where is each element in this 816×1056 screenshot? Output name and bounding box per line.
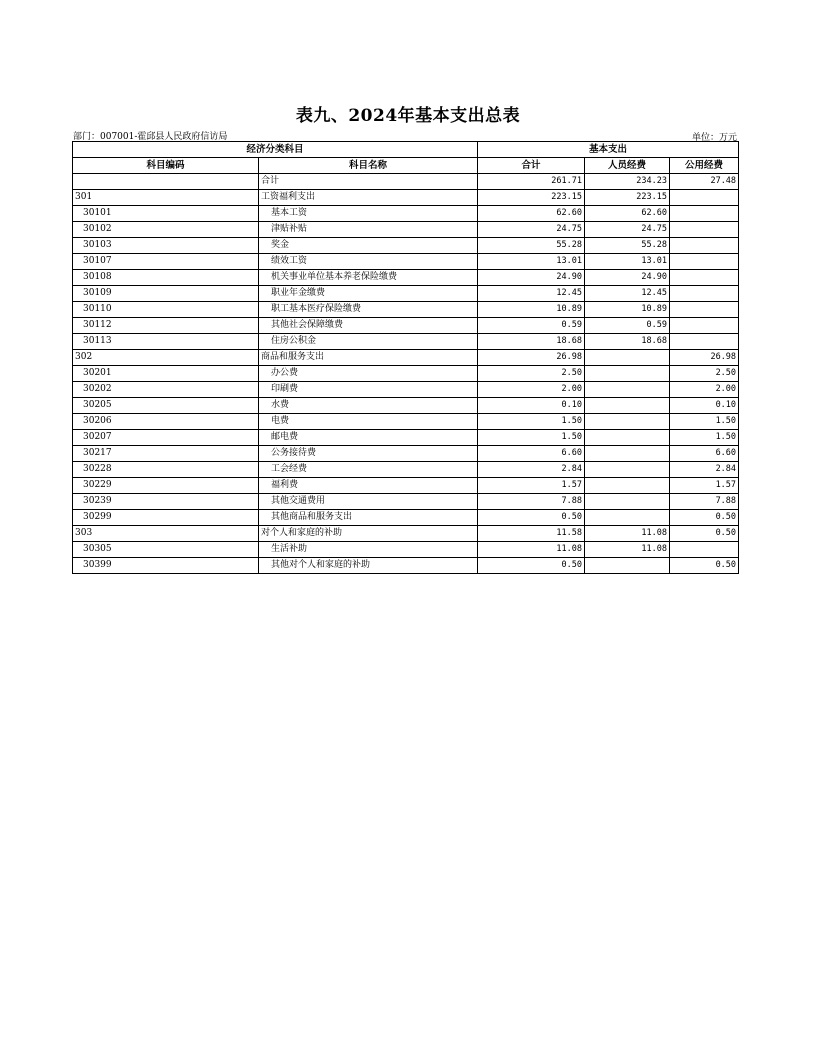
table-row (73, 510, 739, 526)
table-row (73, 414, 739, 430)
cell-code: 30205 (73, 398, 259, 414)
unit-label: 单位：万元 (691, 133, 737, 143)
cell-code: 30201 (73, 366, 259, 382)
cell-name: 对个人和家庭的补助 (259, 526, 478, 542)
cell-public: 0.50 (670, 510, 739, 526)
table-row (73, 366, 739, 382)
table-body (73, 174, 739, 574)
header-public: 公用经费 (670, 158, 739, 174)
table-row (73, 318, 739, 334)
cell-personnel (585, 462, 670, 478)
header-basic-expenditure: 基本支出 (478, 142, 739, 158)
cell-personnel: 11.08 (585, 526, 670, 542)
cell-total: 2.50 (478, 366, 585, 382)
cell-code: 30202 (73, 382, 259, 398)
table-row (73, 526, 739, 542)
table-row (73, 462, 739, 478)
cell-public (670, 190, 739, 206)
cell-total: 26.98 (478, 350, 585, 366)
cell-name: 生活补助 (259, 542, 478, 558)
cell-name: 水费 (259, 398, 478, 414)
cell-code (73, 174, 259, 190)
table-row (73, 542, 739, 558)
table-row (73, 558, 739, 574)
cell-name: 职业年金缴费 (259, 286, 478, 302)
table-row (73, 190, 739, 206)
cell-public (670, 318, 739, 334)
cell-public (670, 254, 739, 270)
cell-total: 2.84 (478, 462, 585, 478)
table-row (73, 286, 739, 302)
cell-code: 30207 (73, 430, 259, 446)
cell-name: 其他对个人和家庭的补助 (259, 558, 478, 574)
cell-personnel (585, 366, 670, 382)
table-row (73, 254, 739, 270)
cell-public (670, 238, 739, 254)
cell-name: 办公费 (259, 366, 478, 382)
cell-public (670, 302, 739, 318)
cell-public (670, 542, 739, 558)
table-row (73, 398, 739, 414)
cell-code: 30299 (73, 510, 259, 526)
cell-public: 2.50 (670, 366, 739, 382)
cell-personnel: 18.68 (585, 334, 670, 350)
cell-total: 2.00 (478, 382, 585, 398)
cell-code: 30102 (73, 222, 259, 238)
header-column-row (73, 158, 739, 174)
cell-public (670, 286, 739, 302)
cell-personnel: 13.01 (585, 254, 670, 270)
cell-public: 26.98 (670, 350, 739, 366)
cell-total: 10.89 (478, 302, 585, 318)
cell-total: 7.88 (478, 494, 585, 510)
cell-total: 12.45 (478, 286, 585, 302)
cell-name: 福利费 (259, 478, 478, 494)
cell-public: 1.50 (670, 414, 739, 430)
cell-name: 商品和服务支出 (259, 350, 478, 366)
cell-total: 18.68 (478, 334, 585, 350)
cell-code: 30229 (73, 478, 259, 494)
cell-name: 工资福利支出 (259, 190, 478, 206)
cell-total: 62.60 (478, 206, 585, 222)
table-row (73, 382, 739, 398)
cell-total: 0.59 (478, 318, 585, 334)
cell-name: 住房公积金 (259, 334, 478, 350)
cell-personnel: 234.23 (585, 174, 670, 190)
cell-code: 302 (73, 350, 259, 366)
cell-public (670, 222, 739, 238)
cell-public: 6.60 (670, 446, 739, 462)
cell-personnel: 0.59 (585, 318, 670, 334)
cell-total: 6.60 (478, 446, 585, 462)
cell-total: 223.15 (478, 190, 585, 206)
cell-code: 30110 (73, 302, 259, 318)
cell-public: 2.84 (670, 462, 739, 478)
cell-code: 30228 (73, 462, 259, 478)
cell-name: 其他交通费用 (259, 494, 478, 510)
table-row (73, 174, 739, 190)
cell-personnel: 223.15 (585, 190, 670, 206)
table-row (73, 302, 739, 318)
cell-personnel (585, 446, 670, 462)
table-row (73, 494, 739, 510)
table-row (73, 334, 739, 350)
cell-name: 职工基本医疗保险缴费 (259, 302, 478, 318)
cell-name: 其他商品和服务支出 (259, 510, 478, 526)
cell-code: 30108 (73, 270, 259, 286)
header-group-row (73, 142, 739, 158)
cell-code: 30101 (73, 206, 259, 222)
cell-public: 0.50 (670, 558, 739, 574)
cell-name: 奖金 (259, 238, 478, 254)
header-economic-category: 经济分类科目 (73, 142, 478, 158)
cell-personnel (585, 382, 670, 398)
cell-public (670, 334, 739, 350)
cell-total: 0.50 (478, 510, 585, 526)
cell-name: 公务接待费 (259, 446, 478, 462)
cell-total: 13.01 (478, 254, 585, 270)
cell-name: 邮电费 (259, 430, 478, 446)
cell-code: 30206 (73, 414, 259, 430)
cell-personnel (585, 398, 670, 414)
cell-code: 30217 (73, 446, 259, 462)
table-row (73, 478, 739, 494)
cell-code: 30305 (73, 542, 259, 558)
cell-code: 30239 (73, 494, 259, 510)
cell-personnel: 55.28 (585, 238, 670, 254)
cell-public: 27.48 (670, 174, 739, 190)
cell-personnel (585, 350, 670, 366)
cell-total: 24.90 (478, 270, 585, 286)
cell-personnel (585, 430, 670, 446)
cell-code: 30109 (73, 286, 259, 302)
cell-name: 津贴补贴 (259, 222, 478, 238)
table-row (73, 446, 739, 462)
cell-personnel: 12.45 (585, 286, 670, 302)
cell-name: 电费 (259, 414, 478, 430)
cell-name: 基本工资 (259, 206, 478, 222)
cell-total: 55.28 (478, 238, 585, 254)
cell-personnel: 11.08 (585, 542, 670, 558)
cell-total: 1.50 (478, 430, 585, 446)
cell-public: 0.10 (670, 398, 739, 414)
cell-personnel (585, 494, 670, 510)
cell-code: 30113 (73, 334, 259, 350)
header-name: 科目名称 (259, 158, 478, 174)
cell-personnel (585, 414, 670, 430)
cell-code: 30103 (73, 238, 259, 254)
cell-name: 印刷费 (259, 382, 478, 398)
table-row (73, 206, 739, 222)
table-row (73, 350, 739, 366)
cell-name: 机关事业单位基本养老保险缴费 (259, 270, 478, 286)
cell-code: 303 (73, 526, 259, 542)
cell-name: 绩效工资 (259, 254, 478, 270)
cell-personnel (585, 558, 670, 574)
cell-name: 其他社会保障缴费 (259, 318, 478, 334)
cell-personnel: 24.75 (585, 222, 670, 238)
cell-code: 30107 (73, 254, 259, 270)
cell-public: 1.57 (670, 478, 739, 494)
table-row (73, 222, 739, 238)
cell-public: 0.50 (670, 526, 739, 542)
header-total: 合计 (478, 158, 585, 174)
table-row (73, 270, 739, 286)
cell-code: 30399 (73, 558, 259, 574)
header-personnel: 人员经费 (585, 158, 670, 174)
basic-expenditure-table (72, 141, 739, 574)
cell-personnel: 10.89 (585, 302, 670, 318)
table-row (73, 238, 739, 254)
cell-personnel (585, 478, 670, 494)
cell-code: 30112 (73, 318, 259, 334)
cell-personnel: 24.90 (585, 270, 670, 286)
cell-code: 301 (73, 190, 259, 206)
cell-name: 合计 (259, 174, 478, 190)
cell-total: 1.57 (478, 478, 585, 494)
cell-total: 11.08 (478, 542, 585, 558)
cell-public (670, 270, 739, 286)
table-row (73, 430, 739, 446)
cell-total: 11.58 (478, 526, 585, 542)
cell-personnel: 62.60 (585, 206, 670, 222)
cell-total: 0.50 (478, 558, 585, 574)
report-title: 表九、2024年基本支出总表 (295, 106, 521, 126)
department-label: 部门：007001-霍邱县人民政府信访局 (73, 132, 228, 142)
cell-public (670, 206, 739, 222)
cell-total: 24.75 (478, 222, 585, 238)
cell-personnel (585, 510, 670, 526)
cell-public: 2.00 (670, 382, 739, 398)
header-code: 科目编码 (73, 158, 259, 174)
cell-public: 1.50 (670, 430, 739, 446)
cell-public: 7.88 (670, 494, 739, 510)
cell-name: 工会经费 (259, 462, 478, 478)
cell-total: 0.10 (478, 398, 585, 414)
cell-total: 261.71 (478, 174, 585, 190)
cell-total: 1.50 (478, 414, 585, 430)
